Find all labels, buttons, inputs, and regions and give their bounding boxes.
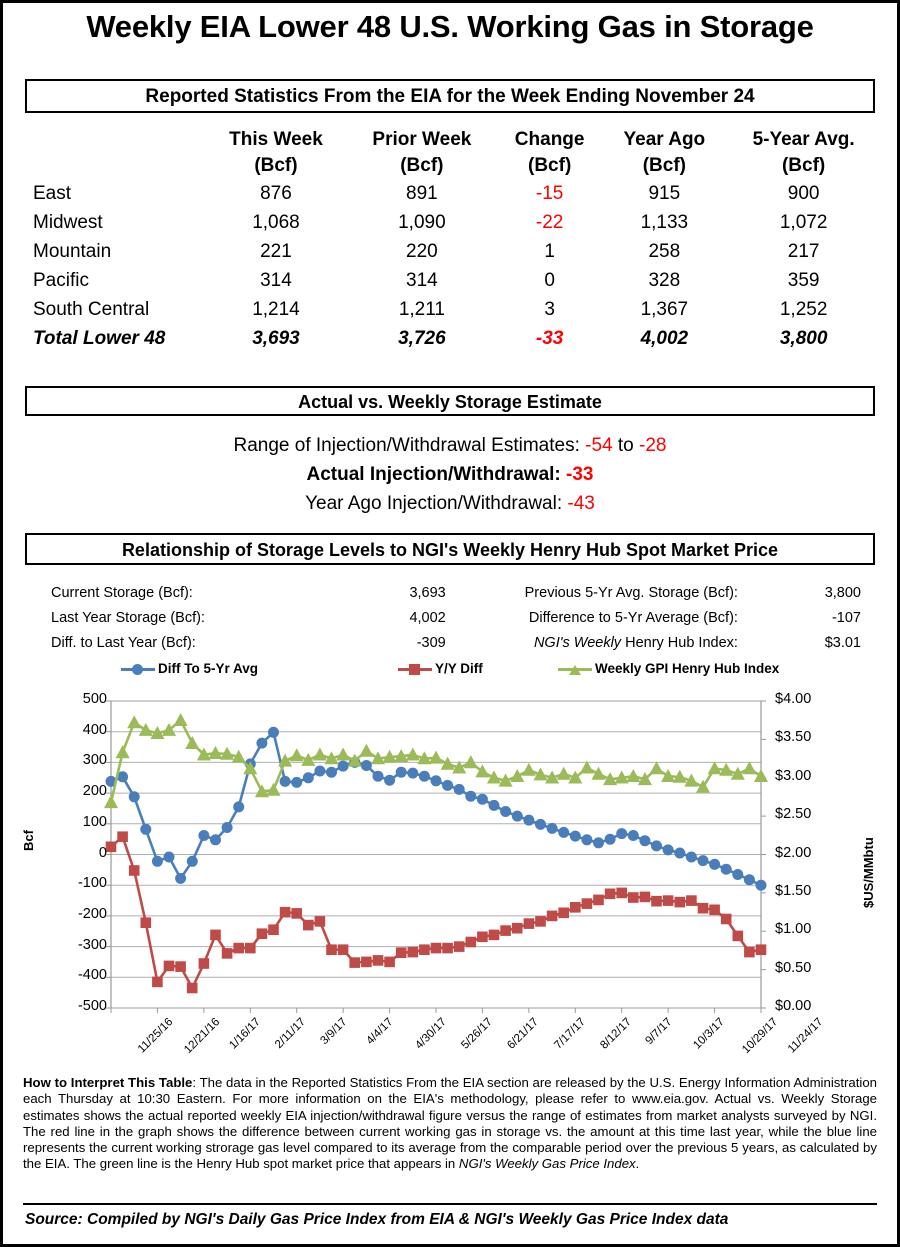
cell-change: 3 [544,299,555,320]
summary-row-2 [51,606,861,631]
diff-5yr-value: -107 [831,610,861,626]
cell-five-year-avg: 3,800 [779,328,828,349]
data-point-circle [582,835,592,845]
table-header-row-2 [25,153,881,179]
table-row [25,208,881,237]
cell-five-year-avg: 1,252 [779,299,828,320]
x-axis-tick-label: 7/17/17 [552,1016,588,1052]
x-axis-tick-label: 1/16/17 [227,1016,263,1052]
cell-this-week: 3,693 [252,328,300,349]
cell-year-ago: 1,133 [640,212,689,233]
data-point-square [408,947,418,957]
data-point-square [350,958,360,968]
data-point-square [745,947,755,957]
data-point-square [234,943,244,953]
data-point-square [478,932,488,942]
data-point-circle [733,870,743,880]
data-point-triangle [650,762,662,774]
cell-this-week: 1,214 [252,299,300,320]
cell-prior-week: 1,090 [398,212,446,233]
legend-line-square-icon [398,663,432,675]
data-point-circle [118,772,128,782]
cell-change: 0 [544,270,555,291]
estimate-range-low: -54 [585,435,613,456]
data-point-square [605,889,615,899]
data-point-circle [199,831,209,841]
data-point-square [443,943,453,953]
x-axis-tick-label: 6/21/17 [505,1016,542,1052]
header-change: Change [514,129,585,150]
data-point-triangle [488,772,500,784]
data-point-circle [652,841,662,851]
data-point-circle [466,791,476,801]
y2-axis-tick-label: $0.50 [775,959,812,976]
data-point-triangle [755,770,767,782]
legend-line-triangle-icon [558,663,592,675]
data-point-circle [338,761,348,771]
y-axis-tick-label: 0 [98,844,107,861]
y2-axis-tick-label: $0.00 [775,998,812,1014]
data-point-circle [361,761,371,771]
legend-item-square [398,661,483,676]
data-point-square [594,895,604,905]
data-point-square [617,888,627,898]
data-point-square [164,961,174,971]
data-point-triangle [291,749,303,761]
y2-axis-tick-label: $4.00 [775,691,812,707]
how-to-interpret-body: : The data in the Reported Statistics From the EIA section are released by the U.S. Energy Information Administration each Thursday at 10:30 Eastern. For more information on the EIA's methodology, please refer to www.eia.gov. Actual vs. Weekly Storage estimates shows the actual reported weekly EIA injection/withdrawal figure versus the range of estimates from market analysts surveyed by NGI. The red line in the graph shows the difference between current working gas in storage vs. the amount at this time last year, while the blue line represents the current working strorage gas level compared to its average from the comparable period over the previous 5 years, as calculated by the EIA. The green line is the Henry Hub spot market price that appears in [23,1075,877,1172]
cell-year-ago: 258 [648,241,681,262]
data-point-circle [141,824,151,834]
data-point-square [652,896,662,906]
eia-statistics-table [25,127,881,353]
cell-change: -22 [535,212,564,233]
data-point-square [582,899,592,909]
year-ago-injection-label: Year Ago Injection/Withdrawal: [305,493,563,514]
prev-5yr-storage-value: 3,800 [824,585,861,601]
cell-year-ago: 1,367 [640,299,689,320]
section-banner-relationship: Relationship of Storage Levels to NGI's Weekly Henry Hub Spot Market Price [25,533,875,565]
diff-last-year-label: Diff. to Last Year (Bcf): [51,635,196,651]
how-to-interpret-italic-ref: NGI's Weekly Gas Price Index [458,1156,636,1172]
header-year-ago: Year Ago [623,129,706,150]
data-point-square [176,962,186,972]
data-point-square [547,911,557,921]
data-point-circle [698,856,708,866]
header-year-ago-unit: (Bcf) [642,155,686,176]
data-point-square [687,896,697,906]
table-row [25,324,881,353]
summary-row-3 [51,631,861,656]
data-point-circle [686,852,696,862]
data-point-triangle [592,768,604,780]
data-point-square [199,959,209,969]
x-axis-tick-label: 12/21/16 [182,1016,223,1057]
ngi-index-value: $3.01 [824,635,861,651]
legend-label: Diff To 5-Yr Avg [158,661,258,676]
current-storage-label: Current Storage (Bcf): [51,585,193,601]
how-to-interpret-end: . [635,1156,640,1172]
data-point-circle [431,776,441,786]
estimate-range-label: Range of Injection/Withdrawal Estimates: [233,435,580,456]
data-point-circle [373,771,383,781]
data-point-circle [744,875,754,885]
cell-prior-week: 1,211 [398,299,445,320]
data-point-square [733,931,743,941]
estimates-block [3,431,897,518]
data-point-circle [385,775,395,785]
chart-legend [3,661,897,683]
data-point-circle [675,848,685,858]
data-point-circle [559,827,569,837]
data-point-triangle [511,770,523,782]
data-point-circle [454,784,464,794]
data-point-square [489,930,499,940]
x-axis-tick-label: 10/3/17 [691,1016,728,1052]
cell-change: -15 [535,183,564,204]
data-point-circle [164,852,174,862]
table-row [25,179,881,208]
y-axis-right-title: $US/MMbtu [861,837,876,908]
header-change-unit: (Bcf) [528,155,572,176]
x-axis-tick-label: 11/25/16 [135,1016,176,1056]
row-region-label: Total Lower 48 [33,328,166,349]
header-this-week: This Week [229,129,323,150]
cell-prior-week: 3,726 [398,328,446,349]
y-axis-tick-label: 500 [82,691,107,707]
data-point-square [675,897,685,907]
data-point-circle [547,823,557,833]
cell-prior-week: 891 [406,183,438,204]
data-point-square [663,896,673,906]
data-point-square [362,957,372,967]
data-point-triangle [581,762,593,773]
last-year-storage-value: 4,002 [409,610,446,626]
legend-label: Y/Y Diff [435,661,483,676]
x-axis-tick-label: 9/7/17 [643,1016,675,1048]
table-row [25,237,881,266]
how-to-interpret [23,1075,877,1173]
data-point-circle [640,836,650,846]
data-point-circle [489,800,499,810]
data-point-square [246,943,256,953]
data-point-circle [721,864,731,874]
data-point-square [698,903,708,913]
y-axis-tick-label: 100 [82,813,107,830]
header-unit-blank [25,153,205,179]
data-point-square [129,866,139,876]
data-point-square [396,948,406,958]
header-five-year-avg-unit: (Bcf) [781,155,826,176]
data-point-square [501,926,511,936]
data-point-circle [512,811,522,821]
y-axis-tick-label: -200 [77,905,107,922]
data-point-triangle [116,746,128,758]
legend-line-circle-icon [121,663,155,675]
data-point-circle [257,738,267,748]
y2-axis-tick-label: $1.00 [775,921,812,938]
diff-5yr-label: Difference to 5-Yr Average (Bcf): [528,610,738,626]
data-point-triangle [743,762,755,774]
diff-last-year-value: -309 [416,635,446,651]
data-point-square [466,937,476,947]
data-point-circle [501,807,511,817]
data-point-circle [292,777,302,787]
data-point-triangle [314,749,326,761]
cell-year-ago: 4,002 [640,328,689,349]
data-point-circle [315,766,325,776]
data-point-square [640,892,650,902]
storage-summary-table [51,581,861,656]
data-point-circle [152,856,162,866]
cell-this-week: 1,068 [252,212,300,233]
data-point-circle [477,794,487,804]
cell-five-year-avg: 1,072 [779,212,828,233]
year-ago-injection-line [3,489,897,518]
header-region-blank [25,127,205,153]
data-point-circle [594,838,604,848]
y2-axis-tick-label: $1.50 [775,882,812,899]
cell-this-week: 314 [260,270,292,291]
data-point-triangle [174,714,186,726]
data-point-square [222,949,232,959]
y-axis-tick-label: -100 [77,875,107,892]
data-point-square [536,917,546,927]
cell-five-year-avg: 359 [787,270,820,291]
source-line: Source: Compiled by NGI's Daily Gas Price Index from EIA & NGI's Weekly Gas Price Index data [25,1211,729,1228]
y2-axis-tick-label: $3.00 [775,767,812,784]
cell-year-ago: 328 [648,270,681,291]
data-point-circle [396,767,406,777]
last-year-storage-label: Last Year Storage (Bcf): [51,610,205,626]
summary-row-1 [51,581,861,606]
legend-label: Weekly GPI Henry Hub Index [595,661,780,676]
y2-axis-tick-label: $2.50 [775,806,812,823]
ngi-index-label-rest: Henry Hub Index: [621,635,738,651]
data-point-square [257,929,267,939]
data-point-square [385,957,395,967]
y-axis-tick-label: -300 [77,936,107,953]
data-point-circle [303,773,313,783]
x-axis-tick-label: 5/26/17 [459,1016,495,1052]
data-point-circle [570,831,580,841]
row-region-label: Pacific [33,270,89,291]
cell-five-year-avg: 217 [787,241,820,262]
data-point-circle [617,829,627,839]
x-axis-tick-label: 4/30/17 [412,1016,449,1052]
data-point-square [211,930,221,940]
data-point-square [454,942,464,952]
data-point-circle [211,835,221,845]
data-point-circle [756,880,766,890]
data-point-circle [222,823,232,833]
data-point-square [187,983,197,993]
data-point-circle [443,780,453,790]
data-point-triangle [523,764,535,775]
cell-prior-week: 314 [406,270,438,291]
y-axis-tick-label: 300 [82,752,107,769]
x-axis-tick-label: 3/9/17 [318,1016,350,1048]
data-point-triangle [186,737,198,749]
data-point-triangle [360,745,372,757]
row-region-label: Midwest [33,212,103,233]
data-point-square [292,909,302,919]
data-point-square [304,920,314,930]
data-point-square [280,907,290,917]
data-point-square [373,956,383,966]
data-point-circle [269,727,279,737]
row-region-label: Mountain [33,241,112,262]
cell-this-week: 876 [260,183,292,204]
actual-injection-value: -33 [566,464,594,485]
data-point-square [106,842,116,852]
estimate-range-high: -28 [639,435,667,456]
data-point-circle [663,845,673,855]
data-point-circle [187,856,197,866]
ngi-index-label [446,631,738,656]
storage-price-chart [3,689,900,1059]
chart-canvas [3,689,900,1059]
data-point-square [338,945,348,955]
data-point-circle [536,819,546,829]
y-axis-tick-label: -400 [77,967,107,984]
data-point-triangle [558,768,570,780]
header-this-week-unit: (Bcf) [254,155,298,176]
y-axis-left-title: Bcf [21,830,36,851]
table-header [25,127,881,179]
data-point-circle [176,873,186,883]
year-ago-injection-value: -43 [567,493,595,514]
data-point-circle [419,771,429,781]
prev-5yr-storage-label: Previous 5-Yr Avg. Storage (Bcf): [524,585,738,601]
data-point-square [269,925,279,935]
section-banner-reported: Reported Statistics From the EIA for the Week Ending November 24 [25,79,875,113]
table-row [25,266,881,295]
data-point-circle [327,767,337,777]
table-body [25,179,881,353]
data-point-square [420,945,430,955]
actual-injection-line [3,460,897,489]
estimate-range-to: to [612,435,640,456]
data-point-circle [710,859,720,869]
data-point-circle [628,831,638,841]
data-point-square [559,908,569,918]
y2-axis-tick-label: $3.50 [775,729,812,746]
data-point-circle [129,792,139,802]
cell-change: 1 [544,241,555,262]
table-header-row-1 [25,127,881,153]
data-point-circle [234,802,244,812]
data-point-square [571,903,581,913]
data-point-square [524,919,534,929]
data-point-circle [280,776,290,786]
row-region-label: South Central [33,299,150,320]
cell-five-year-avg: 900 [787,183,820,204]
storage-summary [51,581,861,656]
data-point-square [141,918,151,928]
ngi-index-label-italic: NGI's Weekly [533,635,622,651]
page-title: Weekly EIA Lower 48 U.S. Working Gas in Storage [86,9,814,44]
data-point-square [756,945,766,955]
row-region-label: East [33,183,72,204]
x-axis-tick-label: 4/4/17 [364,1016,396,1048]
header-five-year-avg: 5-Year Avg. [752,129,855,150]
data-point-circle [408,768,418,778]
x-axis-tick-label: 11/24/17 [785,1016,826,1056]
estimate-range-line [3,431,897,460]
data-point-circle [605,834,615,844]
data-point-square [153,977,163,987]
data-point-square [431,943,441,953]
x-axis-tick-label: 8/12/17 [598,1016,635,1052]
data-point-square [629,893,639,903]
cell-this-week: 221 [260,241,292,262]
y-axis-tick-label: 200 [82,783,107,800]
legend-item-triangle [558,661,779,676]
current-storage-value: 3,693 [409,585,446,601]
data-point-triangle [441,758,453,770]
legend-item-circle [121,661,258,676]
table-row [25,295,881,324]
data-point-circle [524,815,534,825]
data-point-square [721,914,731,924]
cell-year-ago: 915 [648,183,681,204]
section-banner-actual: Actual vs. Weekly Storage Estimate [25,386,875,416]
data-point-square [512,923,522,933]
y-axis-tick-label: 400 [82,721,107,738]
data-point-triangle [337,749,349,761]
x-axis-tick-label: 2/11/17 [273,1016,309,1052]
cell-prior-week: 220 [406,241,438,262]
how-to-interpret-heading: How to Interpret This Table [23,1075,193,1090]
data-point-square [118,832,128,842]
header-prior-week-unit: (Bcf) [400,155,444,176]
data-point-square [710,905,720,915]
y-axis-tick-label: -500 [77,998,107,1014]
y2-axis-tick-label: $2.00 [775,844,812,861]
data-point-square [315,917,325,927]
data-point-triangle [128,716,140,728]
actual-injection-label: Actual Injection/Withdrawal: [306,464,561,485]
data-point-triangle [140,724,152,735]
footer-divider [23,1203,877,1205]
x-axis-tick-label: 10/29/17 [739,1016,780,1057]
data-point-square [327,945,337,955]
cell-change: -33 [535,328,564,349]
header-prior-week: Prior Week [372,129,472,150]
